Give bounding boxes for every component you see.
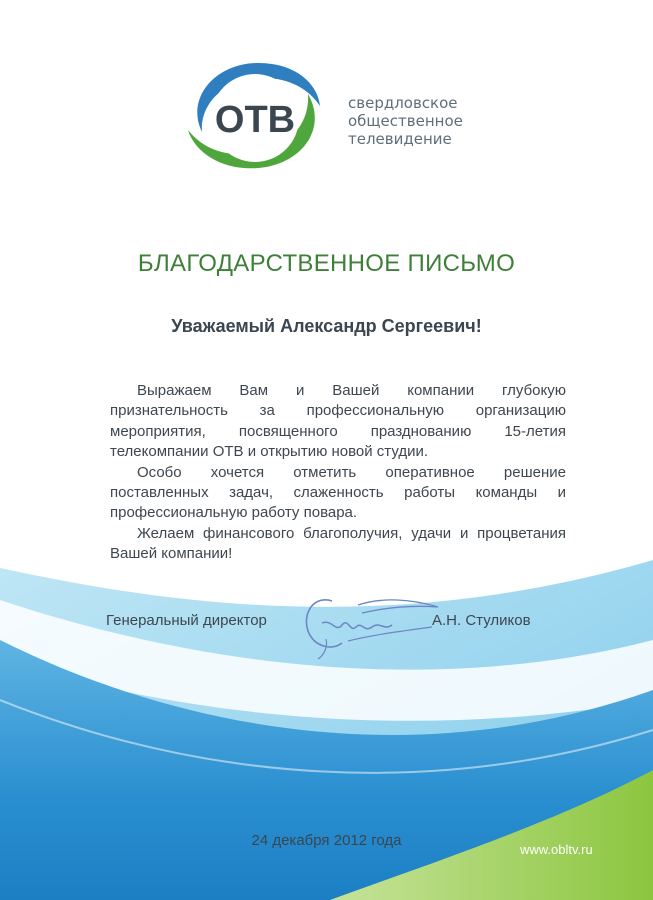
logo-line: телевидение: [348, 130, 452, 148]
logo-line: общественное: [348, 112, 463, 130]
logo-line: свердловское: [348, 94, 458, 112]
website-url: www.obltv.ru: [520, 842, 593, 857]
signatory-role: Генеральный директор: [106, 612, 267, 629]
letter-body: [110, 381, 566, 565]
letter-title: БЛАГОДАРСТВЕННОЕ ПИСЬМО: [137, 250, 516, 277]
signatory-name: А.Н. Стуликов: [432, 612, 531, 629]
handwritten-signature: [292, 583, 440, 663]
letter-date: 24 декабря 2012 года: [251, 832, 402, 849]
letter-paragraph: Желаем финансового благополучия, удачи и процветания Вашей компании!: [110, 524, 566, 563]
letter-paragraph: Особо хочется отметить оперативное решение поставленных задач, слаженность работы команды и профессиональную работу повара.: [110, 463, 566, 522]
logo-abbr: ОТВ: [214, 99, 296, 141]
letter-paragraph: Выражаем Вам и Вашей компании глубокую признательность за профессиональную организацию мероприятия, посвященного празднованию 15-летия телекомпании ОТВ и открытию новой студии.: [110, 382, 566, 461]
otv-logo: [180, 50, 330, 178]
logo-wordmark: [348, 94, 548, 148]
letter-greeting: Уважаемый Александр Сергеевич!: [171, 316, 482, 336]
